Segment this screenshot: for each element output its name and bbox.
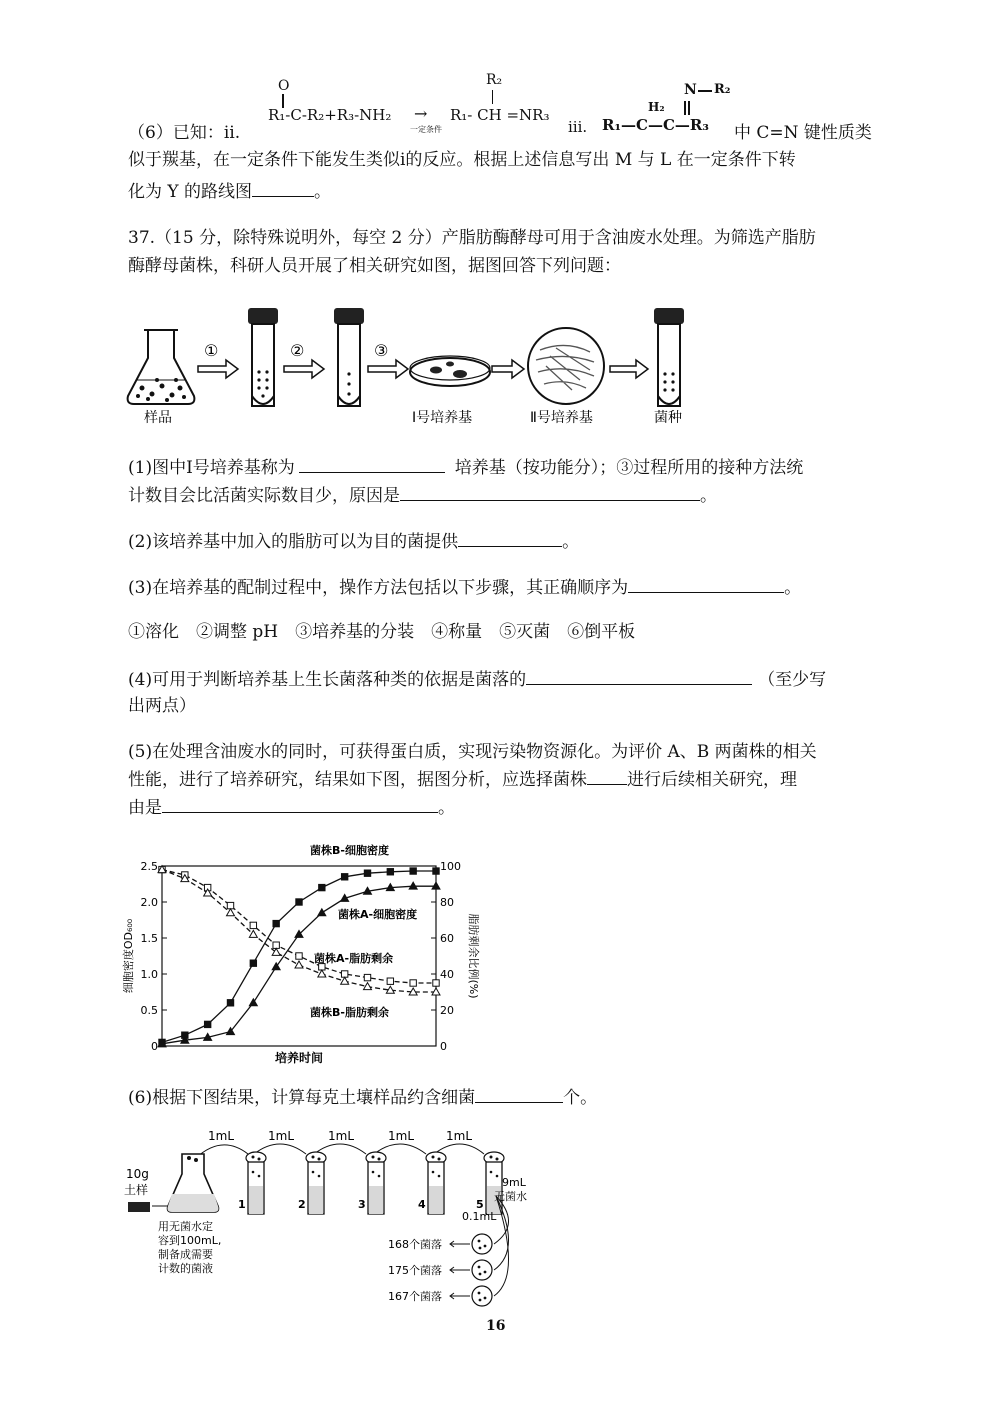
data-point <box>296 899 302 905</box>
serial-dilution-diagram <box>124 1124 564 1314</box>
iii-n: N <box>684 82 697 98</box>
y-right-tick-label: 80 <box>440 896 454 909</box>
colony-count: 168个菌落 <box>388 1238 442 1251</box>
q36-line3-text: 化为 Y 的路线图 <box>128 182 253 202</box>
y-right-axis-label: 脂肪剩余比例(%) <box>467 913 480 999</box>
petri-dish-1-icon <box>410 356 490 386</box>
data-point <box>249 999 257 1006</box>
q3-line <box>128 576 873 600</box>
q5-text-d: 由是 <box>128 798 162 818</box>
iii-double-bond <box>684 101 690 115</box>
q36-prefix: （6）已知：ⅱ. <box>128 123 241 143</box>
q3-text-a: (3)在培养基的配制过程中，操作方法包括以下步骤，其正确顺序为 <box>128 578 629 598</box>
soil-label: 土样 <box>124 1183 149 1197</box>
transfer-vol-5: 1mL <box>446 1129 473 1143</box>
y-right-tick-label: 40 <box>440 968 454 981</box>
data-point <box>296 953 302 959</box>
reaction-carbonyl-o: O <box>278 78 290 94</box>
q2-text-a: (2)该培养基中加入的脂肪可以为目的菌提供 <box>128 532 459 552</box>
series-label: 菌株B-脂肪剩余 <box>310 1006 389 1019</box>
answer-blank-order[interactable] <box>628 576 784 593</box>
iii-label: ⅲ. <box>568 118 588 136</box>
flow-arrow-1 <box>198 360 238 378</box>
sterile-water-label: 无菌水 <box>494 1190 527 1203</box>
q36-line3 <box>128 180 873 204</box>
dilution-tube-3-icon <box>366 1152 386 1214</box>
chart-series <box>158 866 440 1047</box>
data-point <box>364 983 372 990</box>
y-left-tick-label: 2.5 <box>140 860 158 873</box>
data-point <box>410 868 416 874</box>
q4-line2: 出两点） <box>128 696 196 716</box>
q6-line <box>128 1086 873 1110</box>
flow-arrow-3 <box>368 360 408 378</box>
y-left-axis-label: 细胞密度OD₆₀₀ <box>122 918 135 994</box>
series-label: 菌株A-细胞密度 <box>338 908 418 921</box>
flow-arrow-2 <box>284 360 324 378</box>
transfer-vol-4: 1mL <box>388 1129 415 1143</box>
colony-plate-1-icon <box>472 1234 492 1254</box>
iii-r2: R₂ <box>714 82 731 97</box>
data-point <box>250 960 256 966</box>
q5-text-e: 。 <box>438 798 455 818</box>
q2-line <box>128 530 873 554</box>
q37-intro-line1: 37.（15 分，除特殊说明外，每空 2 分）产脂肪酶酵母可用于含油废水处理。为筛选产脂肪 <box>128 228 816 248</box>
y-left-tick-label: 1.5 <box>140 932 158 945</box>
y-left-tick-label: 0 <box>151 1040 158 1053</box>
data-point <box>319 884 325 890</box>
reaction-arrow-condition: 一定条件 <box>410 125 442 134</box>
tube-number: 5 <box>476 1198 484 1211</box>
flow-label-strain: 菌种 <box>654 410 682 426</box>
y-right-tick-label: 100 <box>440 860 461 873</box>
iii-tail: 中 C=N 键性质类 <box>734 123 872 143</box>
flask-note-3: 制备成需要 <box>158 1248 213 1261</box>
data-point <box>227 909 235 916</box>
data-point <box>227 1000 233 1006</box>
sample-flask-icon <box>128 330 195 404</box>
data-point <box>364 974 370 980</box>
q5-text-b: 性能，进行了培养研究，结果如下图，据图分析，应选择菌株 <box>128 770 587 790</box>
culture-tube-1-icon <box>248 308 278 406</box>
tube-number: 4 <box>418 1198 426 1211</box>
reaction-right-side: R₁- CH =NR₃ <box>450 106 550 124</box>
q1-text-a: (1)图中Ⅰ号培养基称为 <box>128 458 295 478</box>
q5-line2 <box>128 768 873 792</box>
screening-flow-diagram <box>120 300 880 430</box>
data-point <box>410 980 416 986</box>
q3-text-b: 。 <box>784 578 802 598</box>
streak-plate-2-icon <box>528 328 604 404</box>
colony-plate-3-icon <box>472 1286 492 1306</box>
soil-dish-icon <box>128 1202 150 1212</box>
flask-note-2: 容到100mL, <box>158 1234 222 1247</box>
flow-arrow-4 <box>492 360 524 378</box>
colony-count: 167个菌落 <box>388 1290 442 1303</box>
result-arrow <box>450 1293 470 1299</box>
flow-step-2: ② <box>290 341 305 360</box>
reaction-arrow: → <box>414 104 428 123</box>
data-point <box>249 930 257 937</box>
q5-line1: (5)在处理含油废水的同时，可获得蛋白质，实现污染物资源化。为评价 A、B 两菌株的相关 <box>128 742 817 762</box>
q1-text-c: 计数目会比活菌实际数目少，原因是 <box>128 486 400 506</box>
flask-note-1: 用无菌水定 <box>158 1220 213 1233</box>
data-point <box>387 869 393 875</box>
y-left-tick-label: 0.5 <box>140 1004 158 1017</box>
plating-volume: 0.1mL <box>462 1210 497 1223</box>
q6-text-a: (6)根据下图结果，计算每克土壤样品约含细菌 <box>128 1088 476 1108</box>
q4-text-b: （至少写 <box>758 670 827 690</box>
colony-count: 175个菌落 <box>388 1264 442 1277</box>
answer-blank-colony-features[interactable] <box>526 668 752 685</box>
strain-tube-icon <box>654 308 684 406</box>
series-label: 菌株B-细胞密度 <box>310 844 389 857</box>
data-point <box>318 909 326 916</box>
q5-text-c: 进行后续相关研究，理 <box>627 770 797 790</box>
q4-line1 <box>128 668 873 692</box>
data-point <box>364 870 370 876</box>
dilution-tube-5-icon <box>484 1152 504 1214</box>
q6-text-b: 个。 <box>563 1088 598 1108</box>
x-axis-label: 培养时间 <box>274 1051 324 1065</box>
flow-arrow-5 <box>610 360 648 378</box>
data-point <box>204 1021 210 1027</box>
flow-step-1: ① <box>204 341 219 360</box>
reaction-product-bond <box>492 90 493 104</box>
q1-line1 <box>128 456 873 480</box>
data-point <box>341 977 349 984</box>
reaction-product-r2: R₂ <box>486 72 503 88</box>
transfer-vol-1: 1mL <box>208 1129 235 1143</box>
transfer-vol-3: 1mL <box>328 1129 355 1143</box>
data-point <box>433 980 439 986</box>
growth-fat-chart <box>118 836 498 1066</box>
y-left-tick-label: 2.0 <box>140 896 158 909</box>
q4-text-a: (4)可用于判断培养基上生长菌落种类的依据是菌落的 <box>128 670 527 690</box>
reaction-left-side: R₁-C-R₂+R₃-NH₂ <box>268 106 392 124</box>
iii-h2: H₂ <box>648 100 665 114</box>
data-point <box>250 922 256 928</box>
y-right-tick-label: 20 <box>440 1004 454 1017</box>
tube-number: 1 <box>238 1198 246 1211</box>
result-arrow <box>450 1267 470 1273</box>
series-label: 菌株A-脂肪剩余 <box>314 952 394 965</box>
q2-text-b: 。 <box>562 532 580 552</box>
answer-blank-justification[interactable] <box>162 796 438 813</box>
data-point <box>273 920 279 926</box>
dilution-flask-icon <box>168 1154 219 1212</box>
result-arrow <box>450 1241 470 1247</box>
data-point <box>295 961 303 968</box>
data-point <box>433 868 439 874</box>
y-right-tick-label: 0 <box>440 1040 447 1053</box>
flask-note-4: 计数的菌液 <box>158 1262 213 1275</box>
q5-line3 <box>128 796 873 820</box>
transfer-vol-2: 1mL <box>268 1129 295 1143</box>
data-point <box>341 874 347 880</box>
answer-blank-route[interactable] <box>252 180 314 197</box>
page-number: 16 <box>486 1318 506 1334</box>
q1-text-b: 培养基（按功能分）；③过程所用的接种方法统 <box>454 458 804 478</box>
dilution-tube-2-icon <box>306 1152 326 1214</box>
y-left-tick-label: 1.0 <box>140 968 158 981</box>
q37-intro-line2: 酶酵母菌株，科研人员开展了相关研究如图，据图回答下列问题： <box>128 256 621 276</box>
q3-steps: ①溶化 ②调整 pH ③培养基的分装 ④称量 ⑤灭菌 ⑥倒平板 <box>128 622 636 642</box>
culture-tube-2-icon <box>334 308 364 406</box>
flow-label-medium-1: Ⅰ号培养基 <box>412 410 473 426</box>
colony-plate-2-icon <box>472 1260 492 1280</box>
data-point <box>387 978 393 984</box>
y-right-tick-label: 60 <box>440 932 454 945</box>
q1-text-d: 。 <box>700 486 717 506</box>
sterile-water-vol: 9mL <box>502 1176 526 1189</box>
answer-blank-medium-type[interactable] <box>299 456 445 473</box>
answer-blank-nutrient[interactable] <box>458 530 562 547</box>
q36-reaction-block <box>128 66 873 142</box>
answer-blank-bacteria-count[interactable] <box>475 1086 563 1103</box>
soil-mass: 10g <box>126 1167 149 1181</box>
data-point <box>318 970 326 977</box>
iii-main-chain: R₁—C—C—R₃ <box>602 116 709 134</box>
answer-blank-strain[interactable] <box>587 768 627 785</box>
flow-step-3: ③ <box>374 341 389 360</box>
q1-line2 <box>128 484 873 508</box>
q36-line3-end: 。 <box>314 182 332 202</box>
answer-blank-reason[interactable] <box>400 484 700 501</box>
dilution-tube-4-icon <box>426 1152 446 1214</box>
q36-line2: 似于羰基，在一定条件下能发生类似ⅰ的反应。根据上述信息写出 M 与 L 在一定条件下转 <box>128 150 796 170</box>
flow-label-sample: 样品 <box>144 410 172 426</box>
tube-number: 2 <box>298 1198 306 1211</box>
dilution-tube-1-icon <box>246 1152 266 1214</box>
flow-label-medium-2: Ⅱ号培养基 <box>530 410 593 426</box>
iii-n-bond <box>698 90 712 92</box>
tube-number: 3 <box>358 1198 366 1211</box>
dilution-tubes <box>238 1152 504 1214</box>
